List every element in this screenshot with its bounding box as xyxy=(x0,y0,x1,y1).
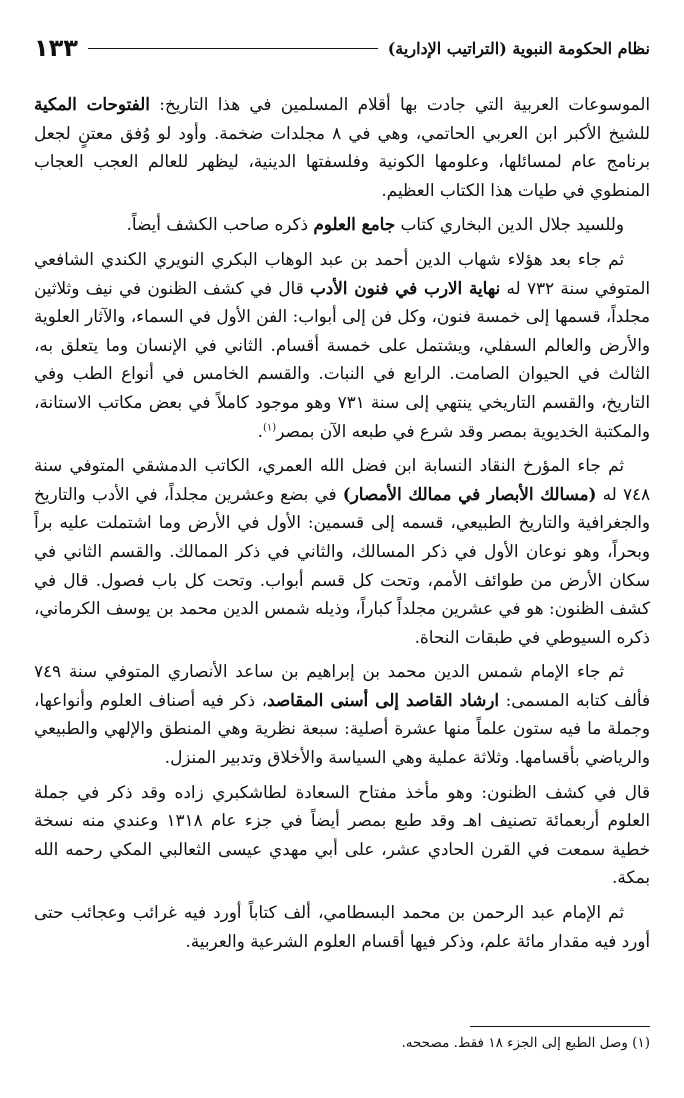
footnote: (١) وصل الطبع إلى الجزء ١٨ فقط. مصححه. xyxy=(401,1035,650,1051)
book-title-futuhat: الفتوحات المكية xyxy=(34,94,150,114)
paragraph-7-text: ثم الإمام عبد الرحمن بن محمد البسطامي، ألف كتاباً أورد فيه غرائب وعجائب حتى أورد فيه مقدار مائة علم، وذكر فيها أقسام العلوم الشرعية والعربية. xyxy=(34,902,650,951)
paragraph-2-text-c: ذكره صاحب الكشف أيضاً. xyxy=(126,214,314,235)
paragraph-7 xyxy=(34,898,650,955)
paragraph-2-text-a: وللسيد جلال الدين البخاري كتاب xyxy=(395,214,624,235)
paragraph-1 xyxy=(34,90,650,204)
header-rule xyxy=(88,48,378,49)
paragraph-4-text-c: في بضع وعشرين مجلداً، في الأدب والتاريخ والجغرافية والتاريخ الطبيعي، قسمه إلى قسمين: الأول في الأرض وما اشتملت عليه براً وبحراً، وهو نوعان الأول في ذكر المسالك، والثاني في ذكر الممالك. والقسم الثاني في سكان الأرض من طوائف الأمم، وتحت كل قسم أبواب. وتحت كل باب فصول. قال في كشف الظنون: هو في عشرين مجلداً كباراً، وذيله شمس الدين محمد بن يوسف الكرماني، ذكره السيوطي في طبقات النحاة. xyxy=(34,483,650,647)
paragraph-3-text-d: . xyxy=(257,420,264,441)
paragraph-6-text: قال في كشف الظنون: وهو مأخذ مفتاح السعادة لطاشكبري زاده وقد ذكر في جملة العلوم أربعمائة تصنيف اهـ وقد طبع بمصر أيضاً في جزء عام ١٣١٨ وعندي منه نسخة خطية سمعت في القرن الحادي عشر، على أبي مهدي عيسى الثعالبي المكي رحمه الله بمكة. xyxy=(34,781,650,888)
paragraph-3-text-a: ثم جاء بعد هؤلاء شهاب الدين أحمد بن عبد الوهاب البكري النويري الكندي الشافعي المتوفي سنة ٧٣٢ له xyxy=(34,248,650,298)
book-title-irshad: ارشاد القاصد إلى أسنى المقاصد xyxy=(267,689,499,710)
body-text xyxy=(34,90,650,955)
footnote-marker: (١) xyxy=(263,421,277,433)
paragraph-1-text-c: للشيخ الأكبر ابن العربي الحاتمي، وهي في ٨ مجلدات ضخمة. وأود لو وُفق معتنٍ لجعل برنامج عام لمسائلها، وعلومها الكونية وفلسفتها الدينية، ليظهر للعالم العجب العجاب المنطوي في طيات هذا الكتاب العظيم. xyxy=(34,122,650,200)
paragraph-3-text-c: قال في كشف الظنون في نيف وثلاثين مجلداً، قسمها إلى خمسة فنون، وكل فن إلى أبواب: الفن الأول في السماء، والآثار العلوية والأرض والعالم السفلي، ويشتمل على خمسة أقسام. الثاني في الإنسان وما يتعلق به، الثالث في الحيوان الصامت. الرابع في النبات. والقسم الخامس في أنواع الطب وفي التاريخ، والقسم التاريخي ينتهي إلى سنة ٧٣١ وهو موجود كاملاً في بعض مكاتب الاستانة، والمكتبة الخديوية بمصر وقد شرع في طبعه الآن بمصر xyxy=(34,277,650,441)
book-page xyxy=(34,28,650,1078)
book-title-nihayat: نهاية الارب في فنون الأدب xyxy=(309,277,501,298)
paragraph-5 xyxy=(34,657,650,771)
paragraph-3 xyxy=(34,245,650,445)
book-title-masalik: (مسالك الأبصار في ممالك الأمصار) xyxy=(342,483,597,504)
page-number: ١٣٣ xyxy=(34,34,78,62)
paragraph-1-text-a: الموسوعات العربية التي جادت بها أقلام المسلمين في هذا التاريخ: xyxy=(149,94,651,114)
book-title-jami: جامع العلوم xyxy=(313,214,396,235)
paragraph-4-text-a: ثم جاء المؤرخ النقاد النسابة ابن فضل الله العمري، الكاتب الدمشقي المتوفي سنة ٧٤٨ له xyxy=(34,455,651,504)
paragraph-4 xyxy=(34,451,650,651)
running-header xyxy=(34,28,650,68)
footnote-rule xyxy=(470,1026,650,1027)
running-title: نظام الحكومة النبوية (التراتيب الإدارية) xyxy=(387,38,650,58)
paragraph-2 xyxy=(34,210,650,239)
paragraph-6 xyxy=(34,778,650,892)
paragraph-5-text-a: ثم جاء الإمام شمس الدين محمد بن إبراهيم بن ساعد الأنصاري المتوفي سنة ٧٤٩ فألف كتابه المسمى: xyxy=(34,661,650,710)
paragraph-5-text-c: ، ذكر فيه أصناف العلوم وأنواعها، وجملة ما فيه ستون علماً منها عشرة أصلية: سبعة نظرية وهي المنطق والإلهي والطبيعي والرياضي بأقسامها. وثلاثة عملية وهي السياسة والأخلاق وتدبير المنزل. xyxy=(34,689,650,768)
